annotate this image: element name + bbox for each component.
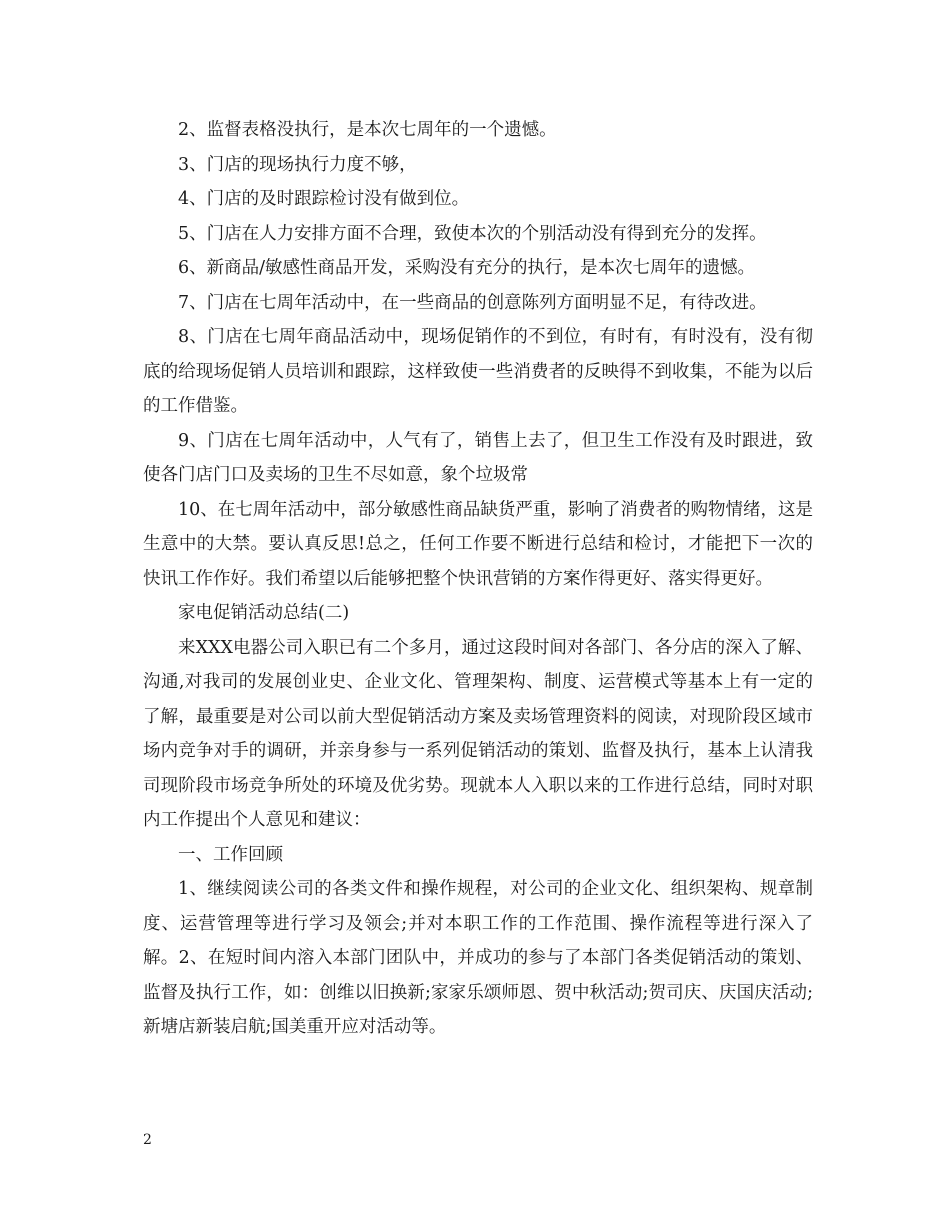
paragraph: 10、在七周年活动中，部分敏感性商品缺货严重，影响了消费者的购物情绪，这是生意中的大禁。要认真反思!总之，任何工作要不断进行总结和检讨，才能把下一次的快讯工作作好。我们希望以后能够把整个快讯营销的方案作得更好、落实得更好。 [143,499,813,589]
paragraph: 7、门店在七周年活动中，在一些商品的创意陈列方面明显不足，有待改进。 [178,292,767,313]
document-body [143,113,813,1045]
paragraph: 2、监督表格没执行，是本次七周年的一个遗憾。 [178,120,557,140]
paragraph: 1、继续阅读公司的各类文件和操作规程，对公司的企业文化、组织架构、规章制度、运营管理等进行学习及领会;并对本职工作的工作范围、操作流程等进行深入了解。2、在短时间内溶入本部门团队中，并成功的参与了本部门各类促销活动的策划、监督及执行工作，如：创维以旧换新;家家乐颂师恩、贺中秋活动;贺司庆、庆国庆活动;新塘店新装启航;国美重开应对活动等。 [143,879,813,1037]
paragraph: 8、门店在七周年商品活动中，现场促销作的不到位，有时有，有时没有，没有彻底的给现场促销人员培训和跟踪，这样致使一些消费者的反映得不到收集，不能为以后的工作借鉴。 [143,327,813,416]
paragraph: 5、门店在人力安排方面不合理，致使本次的个别活动没有得到充分的发挥。 [178,223,767,244]
paragraph: 9、门店在七周年活动中，人气有了，销售上去了，但卫生工作没有及时跟进，致使各门店门口及卖场的卫生不尽如意，象个垃圾常 [143,430,813,485]
section-heading: 一、工作回顾 [178,844,283,865]
page-number: 2 [143,1132,152,1148]
section-title: 家电促销活动总结(二) [178,603,350,623]
paragraph: 4、门店的及时跟踪检讨没有做到位。 [178,189,470,209]
paragraph: 6、新商品/敏感性商品开发，采购没有充分的执行，是本次七周年的遗憾。 [178,258,756,278]
paragraph: 3、门店的现场执行力度不够， [178,154,417,175]
paragraph: 来XXX电器公司入职已有二个多月，通过这段时间对各部门、各分店的深入了解、沟通,对我司的发展创业史、企业文化、管理架构、制度、运营模式等基本上有一定的了解，最重要是对公司以前大型促销活动方案及卖场管理资料的阅读，对现阶段区域市场内竞争对手的调研，并亲身参与一系列促销活动的策划、监督及执行，基本上认清我司现阶段市场竞争所处的环境及优劣势。现就本人入职以来的工作进行总结，同时对职内工作提出个人意见和建议： [143,637,813,830]
